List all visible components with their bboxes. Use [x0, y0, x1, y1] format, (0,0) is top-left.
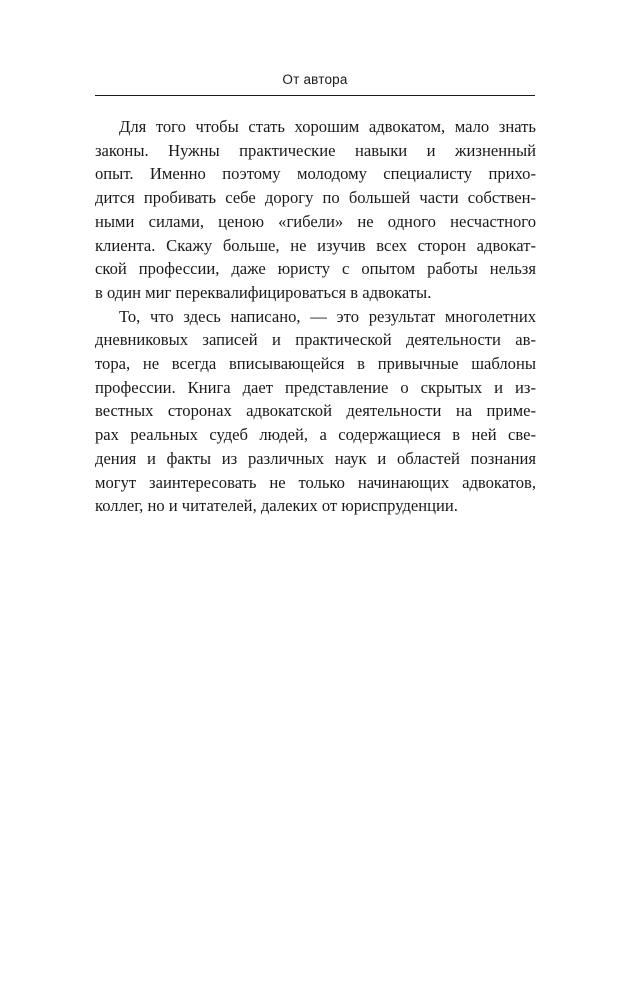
- text-line: То, что здесь написано, — это результат многолетних: [119, 306, 536, 326]
- header-rule: [95, 95, 535, 96]
- text-line: вестных сторонах адвокатской деятельности на приме-: [95, 401, 536, 421]
- text-line: законы. Нужны практические навыки и жизненный: [95, 140, 536, 160]
- running-head-title: От автора: [282, 72, 348, 87]
- text-line: дневниковых записей и практической деятельности ав-: [95, 330, 536, 350]
- text-line: опыт. Именно поэтому молодому специалисту прихо-: [95, 164, 536, 184]
- text-line: дения и факты из различных наук и областей познания: [95, 448, 536, 468]
- text-line: в один миг переквалифицироваться в адвокаты.: [95, 282, 432, 302]
- text-line: тора, не всегда вписывающейся в привычные шаблоны: [95, 354, 536, 374]
- text-line: дится пробивать себе дорогу по большей части собствен-: [95, 188, 536, 208]
- body-text: [95, 115, 536, 518]
- text-line: рах реальных судеб людей, а содержащиеся в ней све-: [95, 425, 536, 445]
- text-line: профессии. Книга дает представление о скрытых и из-: [95, 377, 536, 397]
- text-line: ской профессии, даже юристу с опытом работы нельзя: [95, 259, 536, 279]
- paragraph-1: [95, 115, 536, 305]
- text-line: коллег, но и читателей, далеких от юриспруденции.: [95, 496, 458, 516]
- text-line: клиента. Скажу больше, не изучив всех сторон адвокат-: [95, 235, 536, 255]
- text-line: могут заинтересовать не только начинающих адвокатов,: [95, 472, 536, 492]
- text-line: Для того чтобы стать хорошим адвокатом, мало знать: [119, 117, 536, 136]
- text-line: ными силами, ценою «гибели» не одного несчастного: [95, 211, 536, 231]
- paragraph-2: [95, 305, 536, 518]
